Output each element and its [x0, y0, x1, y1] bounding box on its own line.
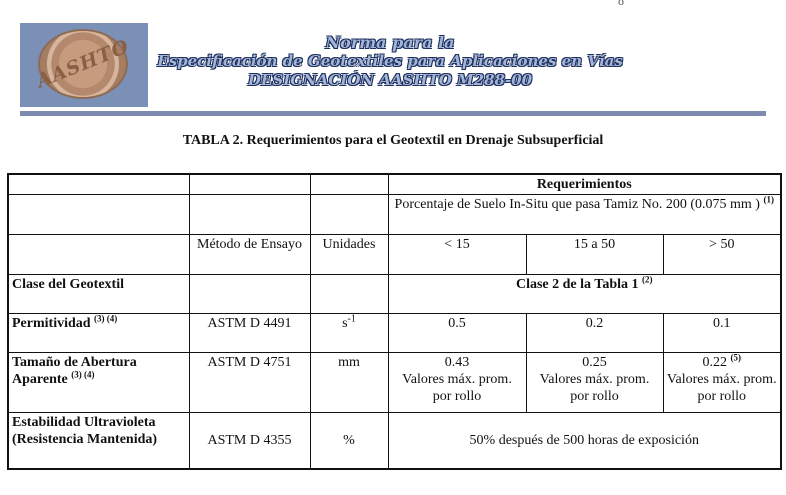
range3-column-header: > 50 — [663, 235, 781, 275]
empty-cell — [8, 195, 189, 235]
permittivity-label: Permitividad — [12, 316, 91, 331]
aos-value-3-number: 0.22 — [702, 355, 727, 370]
header-title-line3: DESIGNACIÓN AASHTO M288-00 — [247, 71, 533, 89]
aos-value-2 — [526, 353, 663, 413]
aos-method: ASTM D 4751 — [189, 353, 310, 413]
header-divider — [20, 111, 766, 116]
uv-value: 50% después de 500 horas de exposición — [388, 413, 781, 469]
aos-value-2-number: 0.25 — [582, 355, 607, 370]
sieve-header-text: Porcentaje de Suelo In-Situ que pasa Tamiz No. 200 (0.075 mm ) — [394, 197, 760, 212]
row-label-apparent-opening-size — [8, 353, 189, 413]
aos-label: Tamaño de Abertura Aparente — [12, 355, 137, 387]
aos-value-3-number-wrap — [667, 354, 778, 371]
geotextile-class-text: Clase 2 de la Tabla 1 — [515, 277, 639, 292]
aos-value-3 — [663, 353, 781, 413]
row-label-uv-stability: Estabilidad Ultravioleta (Resistencia Mantenida) — [8, 413, 189, 469]
empty-cell — [310, 174, 388, 195]
table-row — [8, 353, 781, 413]
table-row — [8, 413, 781, 469]
aos-value-2-sub: Valores máx. prom. por rollo — [539, 372, 650, 404]
empty-cell — [310, 195, 388, 235]
geotextile-class-value — [388, 275, 781, 314]
aos-note: (3) (4) — [71, 369, 95, 380]
table-row — [8, 275, 781, 314]
header-title-line2: Especificación de Geotextiles para Aplicaciones en Vías — [157, 52, 623, 70]
aos-value-1 — [388, 353, 526, 413]
permittivity-unit — [310, 314, 388, 353]
empty-cell — [189, 174, 310, 195]
permittivity-method: ASTM D 4491 — [189, 314, 310, 353]
permittivity-unit-base: s — [342, 316, 348, 331]
permittivity-value-2: 0.2 — [526, 314, 663, 353]
aos-value-3-sub: Valores máx. prom. por rollo — [666, 372, 777, 404]
aos-value-1-number: 0.43 — [444, 355, 470, 370]
aos-value-3-note: (5) — [730, 352, 741, 363]
table-row — [8, 235, 781, 275]
empty-cell — [8, 174, 189, 195]
table-title: TABLA 2. Requerimientos para el Geotextil en Drenaje Subsuperficial — [182, 133, 604, 148]
aos-value-1-sub: Valores máx. prom. por rollo — [402, 372, 512, 404]
stray-mark: o — [618, 0, 624, 8]
permittivity-value-3: 0.1 — [663, 314, 781, 353]
header-title-line1: Norma para la — [325, 33, 455, 52]
logo-seal-icon — [33, 29, 133, 99]
requirements-header: Requerimientos — [388, 174, 781, 195]
method-column-header: Método de Ensayo — [189, 235, 310, 275]
units-column-header: Unidades — [310, 235, 388, 275]
range1-column-header: < 15 — [388, 235, 526, 275]
header-title — [150, 33, 630, 90]
table-row — [8, 174, 781, 195]
empty-cell — [189, 195, 310, 235]
permittivity-value-1: 0.5 — [388, 314, 526, 353]
permittivity-note: (3) (4) — [94, 313, 118, 324]
document-header — [20, 18, 766, 110]
uv-method: ASTM D 4355 — [189, 413, 310, 469]
sieve-note: (1) — [763, 194, 774, 205]
geotextile-class-note: (2) — [642, 274, 653, 285]
requirements-table — [7, 173, 782, 470]
permittivity-unit-exponent: -1 — [347, 313, 356, 325]
empty-cell — [189, 275, 310, 314]
sieve-header — [388, 195, 781, 235]
row-label-permittivity — [8, 314, 189, 353]
table-row — [8, 314, 781, 353]
range2-column-header: 15 a 50 — [526, 235, 663, 275]
empty-cell — [8, 235, 189, 275]
table-row — [8, 195, 781, 235]
logo-text: AASHTO — [33, 35, 133, 93]
aashto-logo — [20, 23, 148, 107]
row-label-geotextile-class: Clase del Geotextil — [8, 275, 189, 314]
empty-cell — [310, 275, 388, 314]
aos-unit: mm — [310, 353, 388, 413]
uv-unit: % — [310, 413, 388, 469]
